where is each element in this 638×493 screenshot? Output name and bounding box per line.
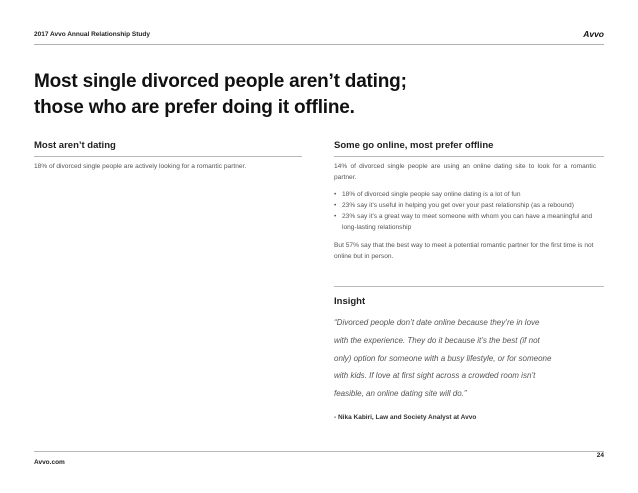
bullet-item: • 18% of divorced single people say online dating is a lot of fun — [334, 190, 596, 201]
quote-line: feasible, an online dating site will do.” — [334, 389, 467, 399]
bullet-item: • 23% say it’s a great way to meet someone with whom you can have a meaningful and long-lasting relationship — [334, 212, 596, 233]
right-column-heading: Some go online, most prefer offline — [334, 140, 494, 151]
quote-line: with kids. If love at first sight across a crowded room isn’t — [334, 371, 536, 381]
right-column-divider — [334, 156, 604, 157]
right-column-intro: 14% of divorced single people are using an online dating site to look for a romantic partner. — [334, 163, 596, 181]
footer-divider — [34, 451, 604, 452]
quote-line: only) option for someone with a busy lifestyle, or for someone — [334, 353, 552, 363]
insight-heading: Insight — [334, 296, 366, 307]
quote-line: “Divorced people don’t date online because they’re in love — [334, 318, 540, 327]
quote-line: with the experience. They do it because it’s the best (if not — [334, 335, 540, 345]
brand-logo: Avvo — [583, 29, 604, 39]
footer-site-link[interactable]: Avvo.com — [34, 459, 65, 466]
insight-quote — [334, 314, 596, 403]
right-column-closing: But 57% say that the best way to meet a potential romantic partner for the first time is not online but in person. — [334, 242, 594, 260]
study-title: 2017 Avvo Annual Relationship Study — [34, 31, 150, 38]
header-divider — [34, 44, 604, 45]
page-number: 24 — [596, 452, 604, 459]
stats-bullet-list — [334, 190, 596, 234]
page-title-line-1: Most single divorced people aren’t dating; — [34, 71, 407, 92]
bullet-item: • 23% say it’s useful in helping you get over your past relationship (as a rebound) — [334, 201, 596, 212]
left-column-divider — [34, 156, 302, 157]
left-column-text: 18% of divorced single people are actively looking for a romantic partner. — [34, 163, 247, 170]
left-column-heading: Most aren’t dating — [34, 140, 116, 151]
page-title — [34, 69, 594, 121]
quote-attribution: - Nika Kabiri, Law and Society Analyst at Avvo — [334, 414, 477, 421]
page-title-line-2: those who are prefer doing it offline. — [34, 97, 355, 118]
insight-divider — [334, 286, 604, 287]
